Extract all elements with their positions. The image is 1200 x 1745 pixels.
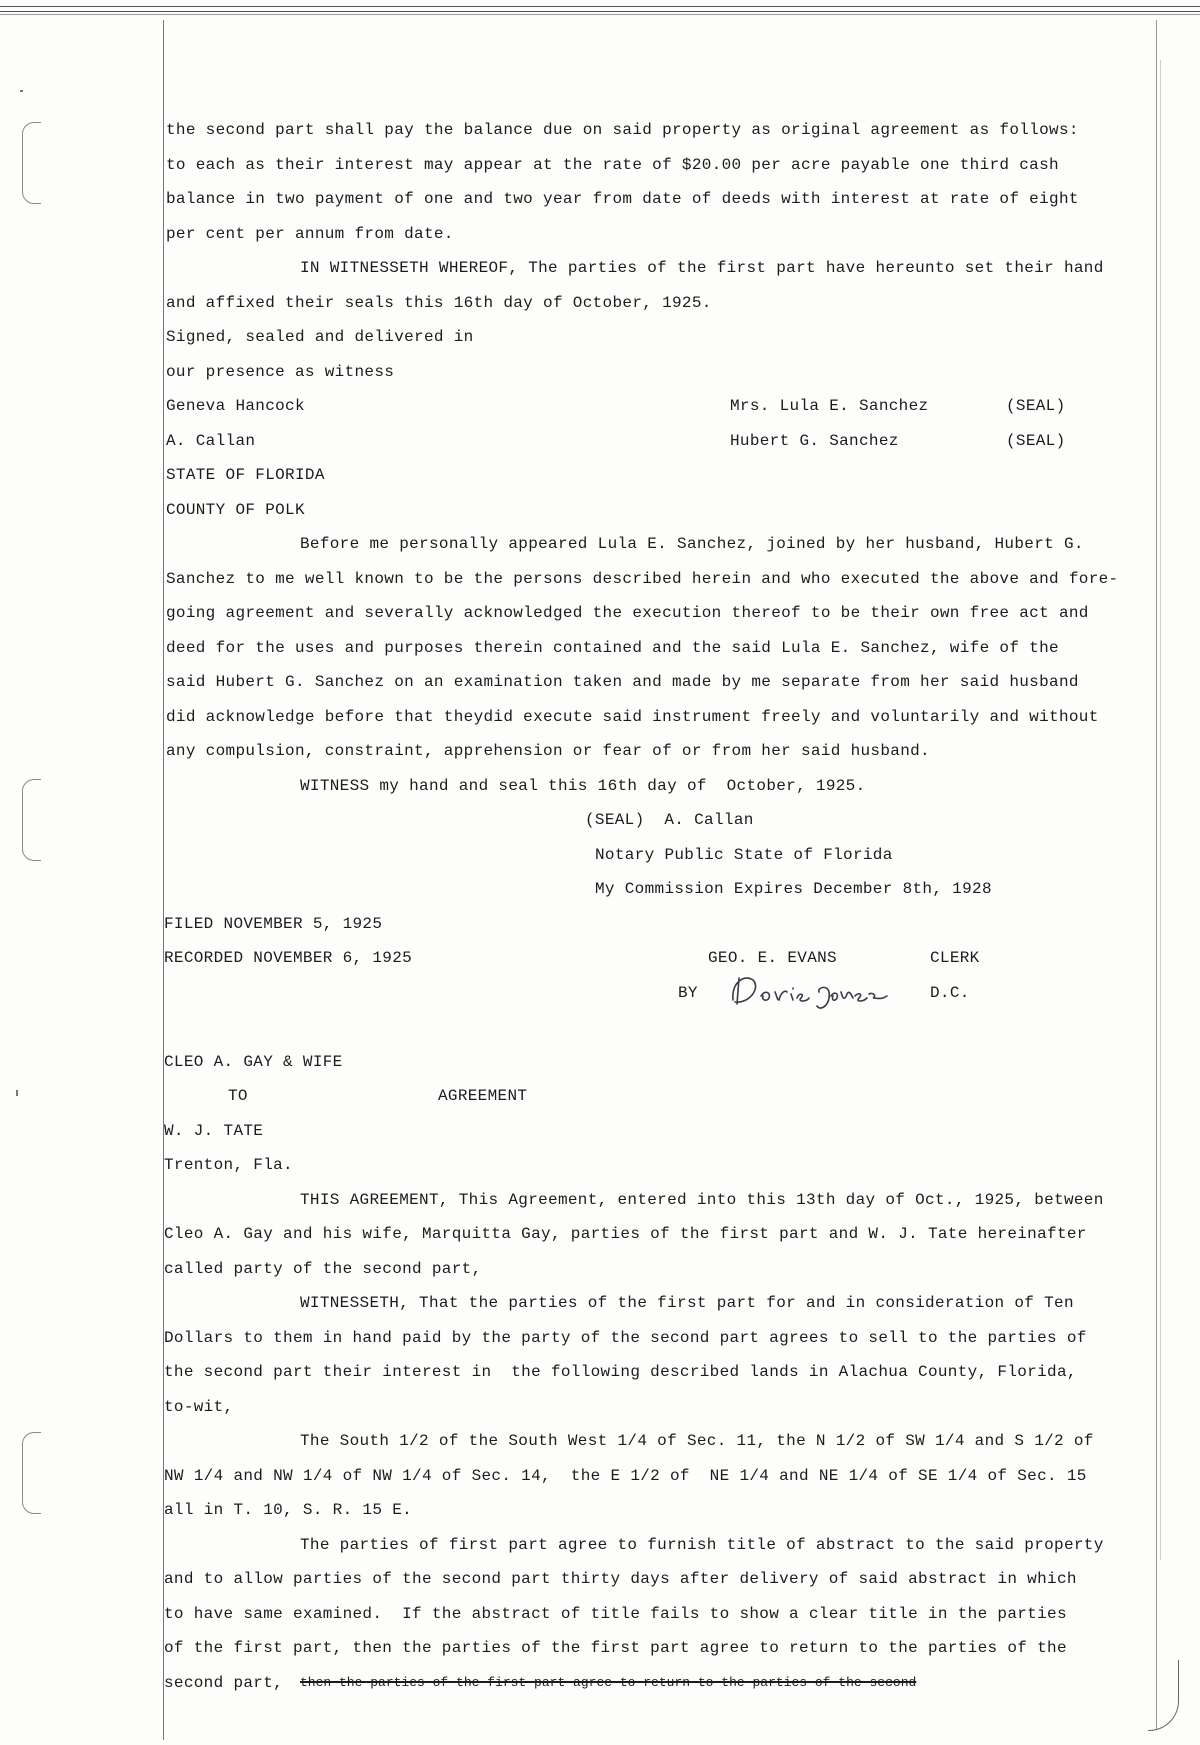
- right-edge-shadow: [1160, 60, 1167, 1560]
- notary-title: Notary Public State of Florida: [595, 846, 893, 864]
- signatory-name: Hubert G. Sanchez: [730, 432, 899, 450]
- clerk-signature: [727, 970, 907, 1014]
- filed-date: FILED NOVEMBER 5, 1925: [164, 915, 383, 933]
- text-line: any compulsion, constraint, apprehension or fear of or from her said husband.: [166, 742, 930, 760]
- text-line: NW 1/4 and NW 1/4 of NW 1/4 of Sec. 14, the E 1/2 of NE 1/4 and NE 1/4 of SE 1/4 of Sec. 15: [164, 1467, 1087, 1485]
- text-line: Sanchez to me well known to be the persons described herein and who executed the above and fore-: [166, 570, 1119, 588]
- text-line: to each as their interest may appear at the rate of $20.00 per acre payable one third cash: [166, 156, 1059, 174]
- text-line: WITNESSETH, That the parties of the first part for and in consideration of Ten: [300, 1294, 1074, 1312]
- text-line: to-wit,: [164, 1398, 234, 1416]
- text-line: COUNTY OF POLK: [166, 501, 305, 519]
- notary-signature-line: (SEAL) A. Callan: [585, 811, 754, 829]
- text-line: STATE OF FLORIDA: [166, 466, 325, 484]
- text-line: our presence as witness: [166, 363, 395, 381]
- text-line: and affixed their seals this 16th day of October, 1925.: [166, 294, 712, 312]
- seal-label: (SEAL): [1006, 397, 1066, 415]
- text-line: deed for the uses and purposes therein contained and the said Lula E. Sanchez, wife of the: [166, 639, 1059, 657]
- text-line: The South 1/2 of the South West 1/4 of Sec. 11, the N 1/2 of SW 1/4 and S 1/2 of: [300, 1432, 1094, 1450]
- top-edge-rule: [0, 6, 1200, 12]
- text-line: WITNESS my hand and seal this 16th day of October, 1925.: [300, 777, 866, 795]
- instrument-type: AGREEMENT: [438, 1087, 528, 1105]
- text-line: did acknowledge before that theydid execute said instrument freely and voluntarily and without: [166, 708, 1099, 726]
- recorded-date: RECORDED NOVEMBER 6, 1925: [164, 949, 413, 967]
- text-line: going agreement and severally acknowledged the execution thereof to be their own free act and: [166, 604, 1089, 622]
- text-line: Dollars to them in hand paid by the party of the second part agrees to sell to the parties of: [164, 1329, 1087, 1347]
- text-line: The parties of first part agree to furnish title of abstract to the said property: [300, 1536, 1104, 1554]
- text-line: of the first part, then the parties of the first part agree to return to the parties of the: [164, 1639, 1067, 1657]
- grantee-location: Trenton, Fla.: [164, 1156, 293, 1174]
- binder-hole-top: [22, 122, 41, 204]
- witness-name: Geneva Hancock: [166, 397, 305, 415]
- struck-out-text: then the parties of the first part agree to return to the parties of the second: [300, 1675, 917, 1690]
- text-line: Cleo A. Gay and his wife, Marquitta Gay, parties of the first part and W. J. Tate hereinafter: [164, 1225, 1087, 1243]
- by-label: BY: [678, 984, 698, 1002]
- notary-commission: My Commission Expires December 8th, 1928: [595, 880, 992, 898]
- text-line: the second part their interest in the following described lands in Alachua County, Florida,: [164, 1363, 1077, 1381]
- seal-label: (SEAL): [1006, 432, 1066, 450]
- to-label: TO: [228, 1087, 248, 1105]
- witness-name: A. Callan: [166, 432, 256, 450]
- text-line: balance in two payment of one and two year from date of deeds with interest at rate of eight: [166, 190, 1079, 208]
- clerk-name: GEO. E. EVANS: [708, 949, 837, 967]
- text-line: all in T. 10, S. R. 15 E.: [164, 1501, 413, 1519]
- text-line: to have same examined. If the abstract of title fails to show a clear title in the parties: [164, 1605, 1067, 1623]
- top-edge-rule-secondary: [0, 14, 1200, 15]
- text-line: the second part shall pay the balance due on said property as original agreement as follows:: [166, 121, 1079, 139]
- text-line: and to allow parties of the second part thirty days after delivery of said abstract in which: [164, 1570, 1077, 1588]
- paper-speck: [16, 1090, 18, 1096]
- text-line: per cent per annum from date.: [166, 225, 454, 243]
- signatory-name: Mrs. Lula E. Sanchez: [730, 397, 929, 415]
- text-line: Before me personally appeared Lula E. Sanchez, joined by her husband, Hubert G.: [300, 535, 1084, 553]
- clerk-title: CLERK: [930, 949, 980, 967]
- deputy-clerk-label: D.C.: [930, 984, 970, 1002]
- text-line: called party of the second part,: [164, 1260, 482, 1278]
- text-line: IN WITNESSETH WHEREOF, The parties of the first part have hereunto set their hand: [300, 259, 1104, 277]
- binder-hole-bottom: [22, 1432, 41, 1514]
- grantee-heading: W. J. TATE: [164, 1122, 264, 1140]
- binder-hole-middle: [22, 779, 41, 861]
- paper-speck: [20, 90, 23, 92]
- text-line: said Hubert G. Sanchez on an examination taken and made by me separate from her said husband: [166, 673, 1079, 691]
- text-line: second part,: [164, 1674, 284, 1692]
- text-line: THIS AGREEMENT, This Agreement, entered into this 13th day of Oct., 1925, between: [300, 1191, 1104, 1209]
- grantor-heading: CLEO A. GAY & WIFE: [164, 1053, 343, 1071]
- text-line: Signed, sealed and delivered in: [166, 328, 474, 346]
